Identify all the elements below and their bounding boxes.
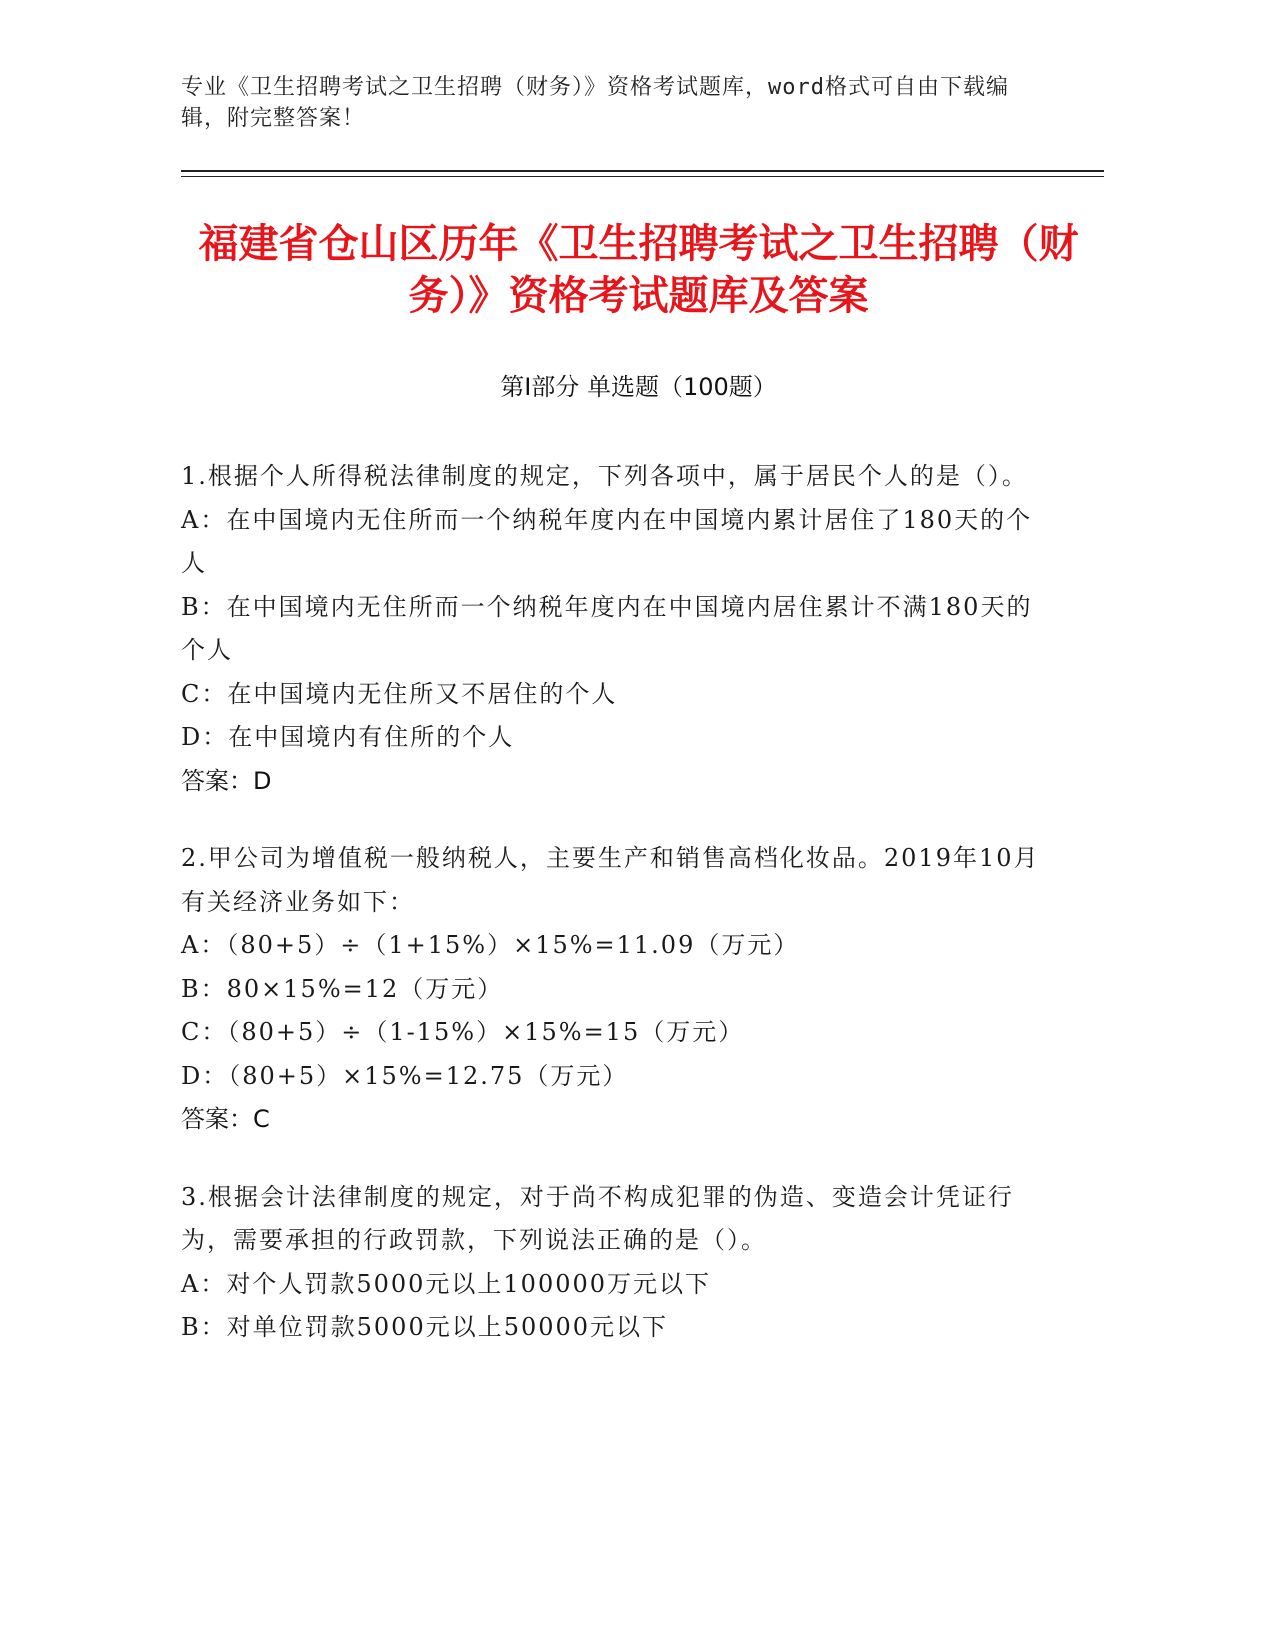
header-divider-thin [181, 176, 1104, 177]
option-b: B：80×15%=12（万元） [181, 974, 504, 1003]
question-1 [181, 455, 1041, 803]
option-d: D：（80+5）×15%=12.75（万元） [181, 1061, 629, 1090]
answer-line: 答案：D [181, 766, 272, 795]
question-stem: 1.根据个人所得税法律制度的规定，下列各项中，属于居民个人的是（）。 [181, 462, 1028, 490]
option-d: D：在中国境内有住所的个人 [181, 723, 515, 751]
option-b: B：对单位罚款5000元以上50000元以下 [181, 1313, 669, 1341]
question-2 [181, 837, 1041, 1142]
section-heading: 第Ⅰ部分 单选题（100题） [500, 373, 777, 401]
answer-line: 答案：C [181, 1105, 270, 1133]
question-stem: 3.根据会计法律制度的规定，对于尚不构成犯罪的伪造、变造会计凭证行为，需要承担的行政罚款，下列说法正确的是（）。 [181, 1182, 1014, 1254]
option-b: B：在中国境内无住所而一个纳税年度内在中国境内居住累计不满180天的个人 [181, 592, 1033, 664]
option-a: A：（80+5）÷（1+15%）×15%=11.09（万元） [181, 931, 800, 959]
option-c: C：在中国境内无住所又不居住的个人 [181, 679, 618, 708]
option-a: A：在中国境内无住所而一个纳税年度内在中国境内累计居住了180天的个人 [181, 505, 1033, 577]
question-list [181, 455, 1041, 1384]
option-a: A：对个人罚款5000元以上100000万元以下 [181, 1269, 712, 1298]
document-title: 福建省仓山区历年《卫生招聘考试之卫生招聘（财务）》资格考试题库及答案 [198, 221, 1079, 319]
question-stem: 2.甲公司为增值税一般纳税人，主要生产和销售高档化妆品。2019年10月有关经济业务如下： [181, 844, 1040, 916]
header-divider-thick [181, 170, 1104, 172]
header-note: 专业《卫生招聘考试之卫生招聘（财务）》资格考试题库，word格式可自由下载编辑，附完整答案！ [181, 75, 1009, 131]
question-3 [181, 1176, 1041, 1350]
option-c: C：（80+5）÷（1-15%）×15%=15（万元） [181, 1018, 745, 1046]
